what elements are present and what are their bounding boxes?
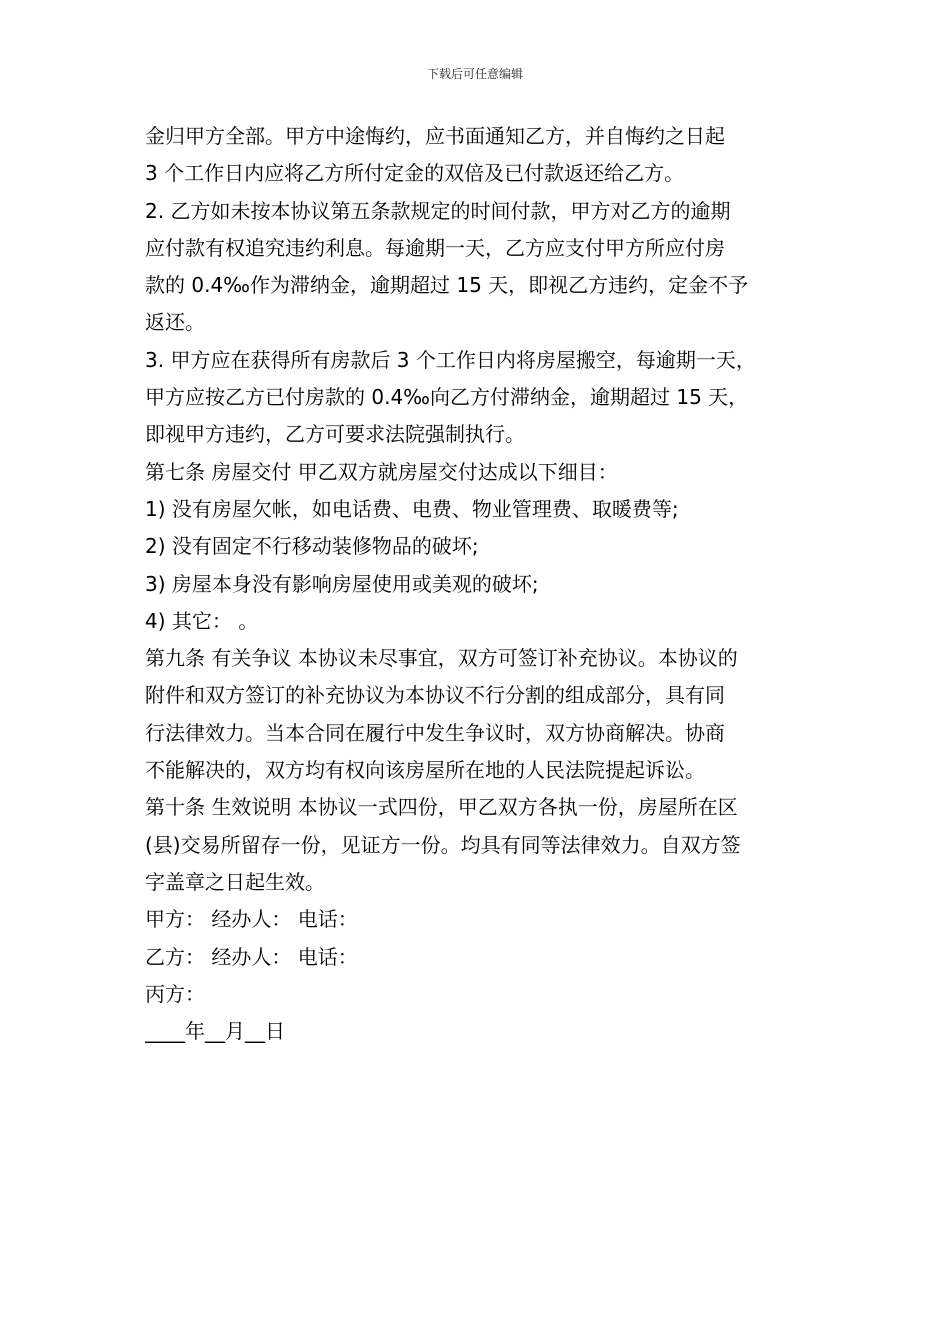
text-line: 3 个工作日内应将乙方所付定金的双倍及已付款返还给乙方。 (145, 161, 685, 186)
section-heading-line: 第十条 生效说明 本协议一式四份，甲乙双方各执一份，房屋所在区 (145, 795, 738, 820)
document-body (145, 118, 810, 1050)
text-line: 甲方应按乙方已付房款的 0.4‰向乙方付滞纳金，逾期超过 15 天， (145, 385, 749, 410)
section-heading-line: 第九条 有关争议 本协议未尽事宜，双方可签订补充协议。本协议的 (145, 646, 738, 671)
text-line: 附件和双方签订的补充协议为本协议不行分割的组成部分，具有同 (145, 683, 725, 708)
list-item: 1) 没有房屋欠帐，如电话费、电费、物业管理费、取暖费等; (145, 496, 679, 521)
list-item: 4) 其它： 。 (145, 608, 259, 633)
text-line: 2. 乙方如未按本协议第五条款规定的时间付款，甲方对乙方的逾期 (145, 198, 731, 223)
page-header: 下载后可任意编辑 (426, 67, 523, 81)
party-b-signature-line: 乙方： 经办人： 电话： (145, 944, 358, 969)
text-line: 行法律效力。当本合同在履行中发生争议时，双方协商解决。协商 (145, 720, 725, 745)
party-a-signature-line: 甲方： 经办人： 电话： (145, 907, 358, 932)
section-heading-line: 第七条 房屋交付 甲乙双方就房屋交付达成以下细目： (145, 459, 618, 484)
list-item: 3) 房屋本身没有影响房屋使用或美观的破坏; (145, 571, 539, 596)
text-line: 返还。 (145, 310, 205, 335)
text-line: 应付款有权追究违约利息。每逾期一天，乙方应支付甲方所应付房 (145, 235, 725, 260)
text-line: 款的 0.4‰作为滞纳金，逾期超过 15 天，即视乙方违约，定金不予 (145, 273, 749, 298)
text-line: 字盖章之日起生效。 (145, 869, 325, 894)
text-line: 3. 甲方应在获得所有房款后 3 个工作日内将房屋搬空，每逾期一天， (145, 347, 756, 372)
text-line: (县)交易所留存一份，见证方一份。均具有同等法律效力。自双方签 (145, 832, 741, 857)
date-line: ____年__月__日 (145, 1019, 285, 1044)
list-item: 2) 没有固定不行移动装修物品的破坏; (145, 534, 479, 559)
text-line: 不能解决的，双方均有权向该房屋所在地的人民法院提起诉讼。 (145, 758, 705, 783)
party-c-signature-line: 丙方： (145, 981, 205, 1006)
text-line: 即视甲方违约，乙方可要求法院强制执行。 (145, 422, 525, 447)
text-line: 金归甲方全部。甲方中途悔约，应书面通知乙方，并自悔约之日起 (145, 124, 725, 148)
